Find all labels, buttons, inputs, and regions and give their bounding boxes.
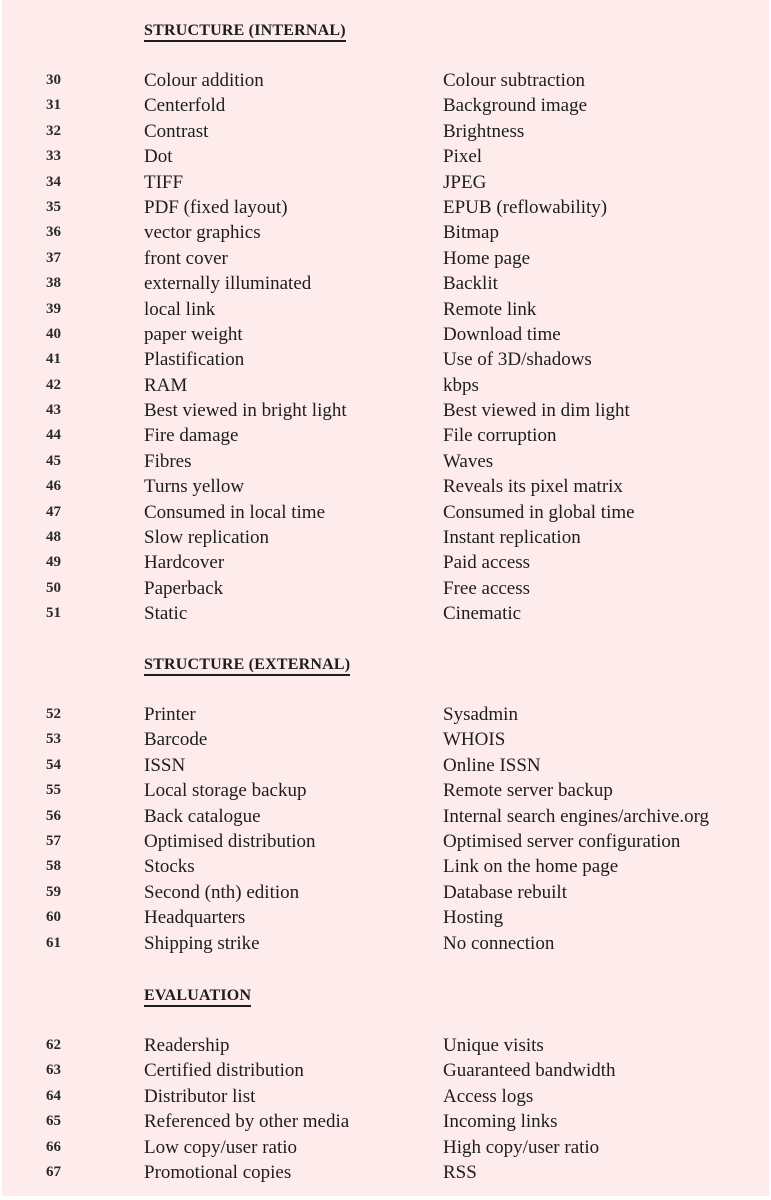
term-row — [2, 500, 769, 525]
print-term: externally illuminated — [144, 273, 312, 295]
print-term: Printer — [144, 704, 196, 725]
term-row — [2, 1109, 769, 1134]
print-term: Stocks — [144, 856, 195, 878]
row-number: 34 — [46, 173, 61, 190]
digital-term: Free access — [443, 577, 531, 599]
print-term: ISSN — [144, 754, 186, 776]
row-number: 48 — [46, 529, 61, 546]
row-number: 45 — [46, 452, 61, 469]
digital-term: Cinematic — [443, 603, 522, 625]
print-term: TIFF — [144, 171, 184, 193]
row-number: 63 — [46, 1062, 61, 1079]
term-row — [2, 1160, 769, 1185]
term-row — [2, 880, 769, 905]
digital-term: Database rebuilt — [443, 881, 567, 903]
row-number: 58 — [46, 858, 61, 875]
row-number: 59 — [46, 883, 61, 900]
digital-term: Internal search engines/archive.org — [443, 805, 710, 827]
digital-term: Guaranteed bandwidth — [443, 1060, 616, 1082]
row-number: 56 — [46, 807, 61, 824]
term-row — [2, 550, 769, 575]
term-list — [2, 702, 769, 956]
digital-term: Colour subtraction — [443, 70, 585, 91]
term-row — [2, 220, 769, 245]
print-term: paper weight — [144, 323, 243, 345]
print-term: Dot — [144, 146, 173, 168]
term-row — [2, 1058, 769, 1083]
digital-term: File corruption — [443, 425, 557, 447]
digital-term: Paid access — [443, 552, 531, 574]
term-row — [2, 93, 769, 118]
term-row — [2, 702, 769, 727]
digital-term: Best viewed in dim light — [443, 400, 630, 422]
print-term: Turns yellow — [144, 476, 245, 498]
row-number: 35 — [46, 198, 61, 215]
digital-term: Home page — [443, 247, 531, 269]
term-row — [2, 778, 769, 803]
digital-term: Waves — [443, 450, 494, 472]
digital-term: Backlit — [443, 273, 498, 295]
digital-term: WHOIS — [443, 729, 506, 751]
term-row — [2, 347, 769, 372]
digital-term: Incoming links — [443, 1111, 558, 1133]
term-row — [2, 373, 769, 398]
term-row — [2, 931, 769, 956]
row-number: 52 — [46, 706, 61, 722]
digital-term: Access logs — [443, 1085, 534, 1107]
row-number: 49 — [46, 554, 61, 571]
print-term: PDF (fixed layout) — [144, 196, 288, 218]
row-number: 43 — [46, 402, 61, 419]
print-term: Readership — [144, 1035, 230, 1056]
term-row — [2, 322, 769, 347]
document-page — [2, 0, 769, 1196]
print-term: Distributor list — [144, 1085, 256, 1107]
section-heading: STRUCTURE (EXTERNAL) — [144, 656, 350, 676]
term-row — [2, 854, 769, 879]
row-number: 32 — [46, 122, 61, 139]
row-number: 30 — [46, 72, 61, 88]
print-term: vector graphics — [144, 222, 261, 244]
digital-term: Sysadmin — [443, 704, 518, 725]
digital-term: Hosting — [443, 907, 504, 929]
print-term: Fibres — [144, 450, 192, 472]
print-term: Centerfold — [144, 95, 226, 117]
row-number: 39 — [46, 300, 61, 317]
print-term: Consumed in local time — [144, 501, 326, 523]
digital-term: Pixel — [443, 146, 483, 168]
term-row — [2, 246, 769, 271]
print-term: local link — [144, 298, 216, 320]
digital-term: RSS — [443, 1161, 477, 1183]
row-number: 46 — [46, 478, 61, 495]
term-row — [2, 449, 769, 474]
print-term: RAM — [144, 374, 188, 396]
digital-term: Link on the home page — [443, 856, 619, 878]
print-term: Referenced by other media — [144, 1111, 350, 1133]
digital-term: Instant replication — [443, 527, 581, 549]
row-number: 40 — [46, 325, 61, 342]
row-number: 62 — [46, 1037, 61, 1053]
digital-term: Optimised server configuration — [443, 830, 681, 852]
print-term: Optimised distribution — [144, 830, 316, 852]
term-row — [2, 271, 769, 296]
row-number: 36 — [46, 224, 61, 241]
print-term: Static — [144, 603, 188, 625]
print-term: Promotional copies — [144, 1161, 292, 1183]
row-number: 67 — [46, 1163, 61, 1180]
row-number: 61 — [46, 934, 61, 951]
term-row — [2, 905, 769, 930]
digital-term: Reveals its pixel matrix — [443, 476, 623, 498]
row-number: 65 — [46, 1113, 61, 1130]
digital-term: High copy/user ratio — [443, 1136, 600, 1158]
section-heading: EVALUATION — [144, 987, 251, 1007]
row-number: 42 — [46, 376, 61, 393]
print-term: Barcode — [144, 729, 208, 751]
digital-term: Background image — [443, 95, 588, 117]
term-row — [2, 576, 769, 601]
section-heading: STRUCTURE (INTERNAL) — [144, 22, 346, 42]
term-row — [2, 1135, 769, 1160]
digital-term: Remote link — [443, 298, 537, 320]
row-number: 54 — [46, 756, 61, 773]
print-term: Headquarters — [144, 907, 246, 929]
row-number: 64 — [46, 1087, 61, 1104]
term-row — [2, 829, 769, 854]
term-row — [2, 1084, 769, 1109]
print-term: Fire damage — [144, 425, 239, 447]
digital-term: EPUB (reflowability) — [443, 196, 608, 218]
row-number: 57 — [46, 832, 61, 849]
row-number: 53 — [46, 731, 61, 748]
print-term: Shipping strike — [144, 932, 260, 954]
print-term: Plastification — [144, 349, 245, 371]
print-term: front cover — [144, 247, 228, 269]
row-number: 50 — [46, 579, 61, 596]
row-number: 55 — [46, 782, 61, 799]
row-number: 51 — [46, 605, 61, 622]
print-term: Second (nth) edition — [144, 881, 300, 903]
print-term: Low copy/user ratio — [144, 1136, 298, 1158]
term-row — [2, 525, 769, 550]
digital-term: Use of 3D/shadows — [443, 349, 592, 371]
row-number: 66 — [46, 1138, 61, 1155]
print-term: Contrast — [144, 120, 209, 142]
digital-term: No connection — [443, 932, 555, 954]
term-row — [2, 119, 769, 144]
print-term: Paperback — [144, 577, 224, 599]
term-list — [2, 1033, 769, 1185]
digital-term: Online ISSN — [443, 754, 541, 776]
term-row — [2, 423, 769, 448]
print-term: Best viewed in bright light — [144, 400, 347, 422]
digital-term: Consumed in global time — [443, 501, 635, 523]
row-number: 37 — [46, 249, 61, 266]
term-row — [2, 68, 769, 93]
digital-term: kbps — [443, 374, 479, 396]
term-row — [2, 804, 769, 829]
term-row — [2, 398, 769, 423]
digital-term: Remote server backup — [443, 780, 613, 802]
row-number: 31 — [46, 97, 61, 114]
term-row — [2, 170, 769, 195]
digital-term: JPEG — [443, 171, 487, 193]
print-term: Back catalogue — [144, 805, 261, 827]
term-list — [2, 68, 769, 627]
term-row — [2, 753, 769, 778]
term-row — [2, 601, 769, 626]
term-row — [2, 1033, 769, 1058]
term-row — [2, 727, 769, 752]
term-row — [2, 474, 769, 499]
row-number: 47 — [46, 503, 61, 520]
print-term: Colour addition — [144, 70, 264, 91]
term-row — [2, 195, 769, 220]
row-number: 44 — [46, 427, 61, 444]
digital-term: Brightness — [443, 120, 525, 142]
print-term: Hardcover — [144, 552, 225, 574]
digital-term: Download time — [443, 323, 561, 345]
term-row — [2, 144, 769, 169]
digital-term: Bitmap — [443, 222, 499, 244]
row-number: 41 — [46, 351, 61, 368]
print-term: Slow replication — [144, 527, 270, 549]
term-row — [2, 297, 769, 322]
row-number: 33 — [46, 148, 61, 165]
digital-term: Unique visits — [443, 1035, 544, 1056]
print-term: Certified distribution — [144, 1060, 304, 1082]
row-number: 60 — [46, 909, 61, 926]
row-number: 38 — [46, 275, 61, 292]
print-term: Local storage backup — [144, 780, 307, 802]
